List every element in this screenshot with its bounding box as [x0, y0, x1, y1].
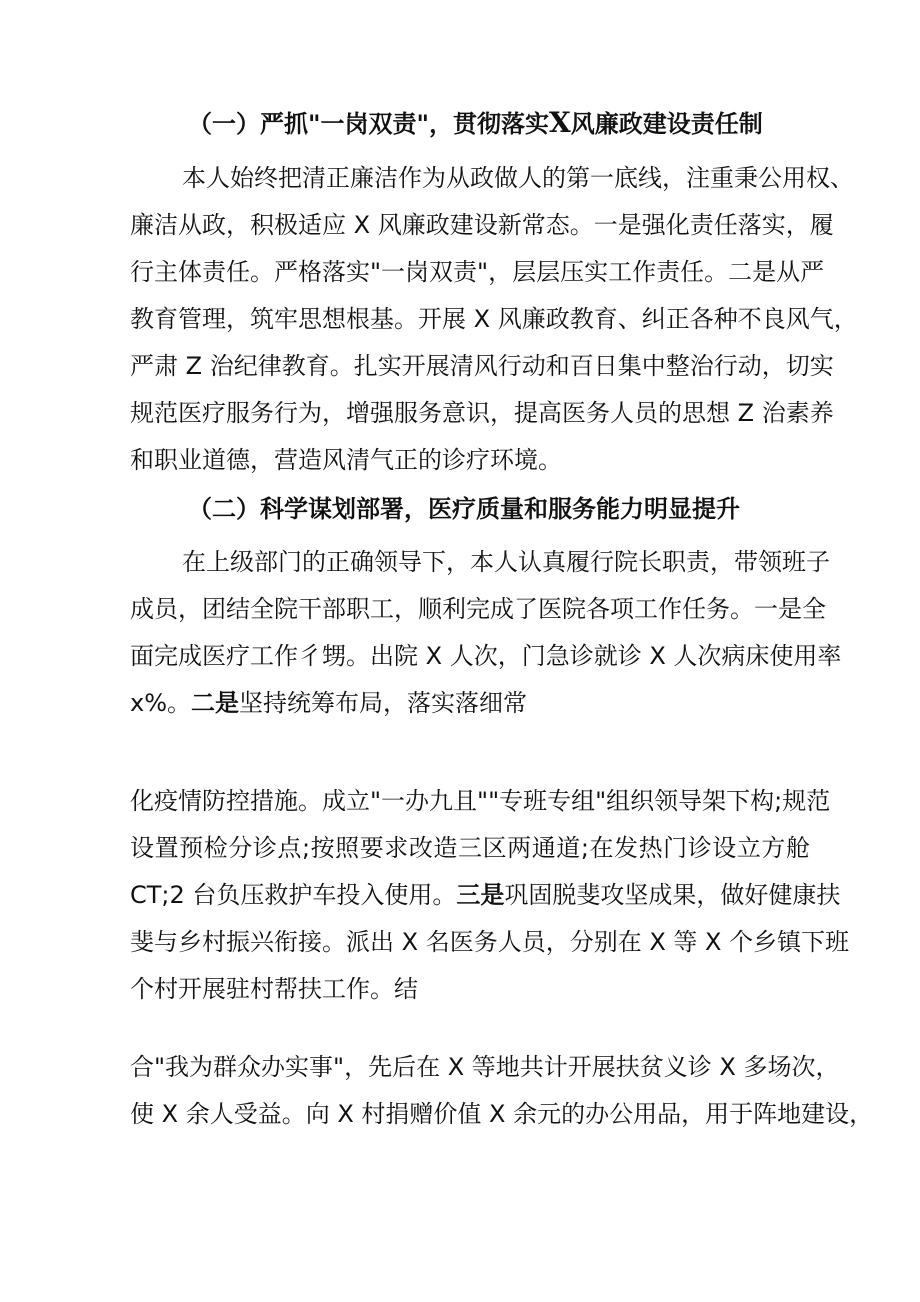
paragraph-line: [130, 688, 810, 718]
heading-text: （一）严抓"一岗双责"，贯彻落实: [188, 110, 550, 138]
section-2-heading: （二）科学谋划部署，医疗质量和服务能力明显提升: [188, 495, 740, 523]
paragraph-line: 本人始终把清正廉洁作为从政做人的第一底线，注重秉公用权、: [182, 164, 854, 192]
line-text: CT;2 台负压救护车投入使用。: [130, 881, 457, 909]
bold-marker: 二是: [191, 689, 240, 717]
paragraph-line: 在上级部门的正确领导下，本人认真履行院长职责，带领班子: [182, 548, 830, 576]
line-text: 巩固脱斐攻坚成果，做好健康扶: [504, 881, 841, 909]
paragraph-line: 个村开展驻村帮扶工作。结: [130, 975, 418, 1003]
paragraph-line: 教育管理，筑牢思想根基。开展 X 风廉政教育、纠正各种不良风气，: [130, 305, 858, 333]
paragraph-line: [130, 880, 841, 910]
heading-text-end: 风廉政建设责任制: [570, 110, 763, 138]
paragraph-line: 斐与乡村振兴衔接。派出 X 名医务人员，分别在 X 等 X 个乡镇下班: [130, 928, 850, 956]
paragraph-line: 设置预检分诊点;按照要求改造三区两通道;在发热门诊设立方舱: [130, 834, 810, 862]
section-1-heading: [188, 108, 763, 139]
line-text: x%。: [130, 689, 192, 717]
paragraph-line: 合"我为群众办实事"，先后在 X 等地共计开展扶贫义诊 X 多场次，: [130, 1053, 840, 1081]
paragraph-line: 严肃 Z 治纪律教育。扎实开展清风行动和百日集中整治行动，切实: [130, 352, 834, 380]
line-text: 坚持统筹布局，落实落细常: [239, 689, 528, 717]
paragraph-line: 面完成医疗工作彳甥。出院 X 人次，门急诊就诊 X 人次病床使用率: [130, 642, 842, 670]
paragraph-line: 规范医疗服务行为，增强服务意识，提高医务人员的思想 Z 治素养: [130, 399, 834, 427]
heading-x: X: [549, 106, 571, 139]
bold-marker: 三是: [456, 881, 505, 909]
paragraph-line: 廉洁从政，积极适应 X 风廉政建设新常态。一是强化责任落实，履: [130, 211, 834, 239]
paragraph-line: 使 X 余人受益。向 X 村捐赠价值 X 余元的办公用品，用于阵地建设，: [130, 1100, 874, 1128]
paragraph-line: 成员，团结全院干部职工，顺利完成了医院各项工作任务。一是全: [130, 595, 826, 623]
paragraph-line: 行主体责任。严格落实"一岗双责"，层层压实工作责任。二是从严: [130, 258, 825, 286]
paragraph-line: 和职业道德，营造风清气正的诊疗环境。: [130, 446, 562, 474]
paragraph-line: 化疫情防控措施。成立"一办九且""专班专组"组织领导架下构;规范: [130, 787, 831, 815]
